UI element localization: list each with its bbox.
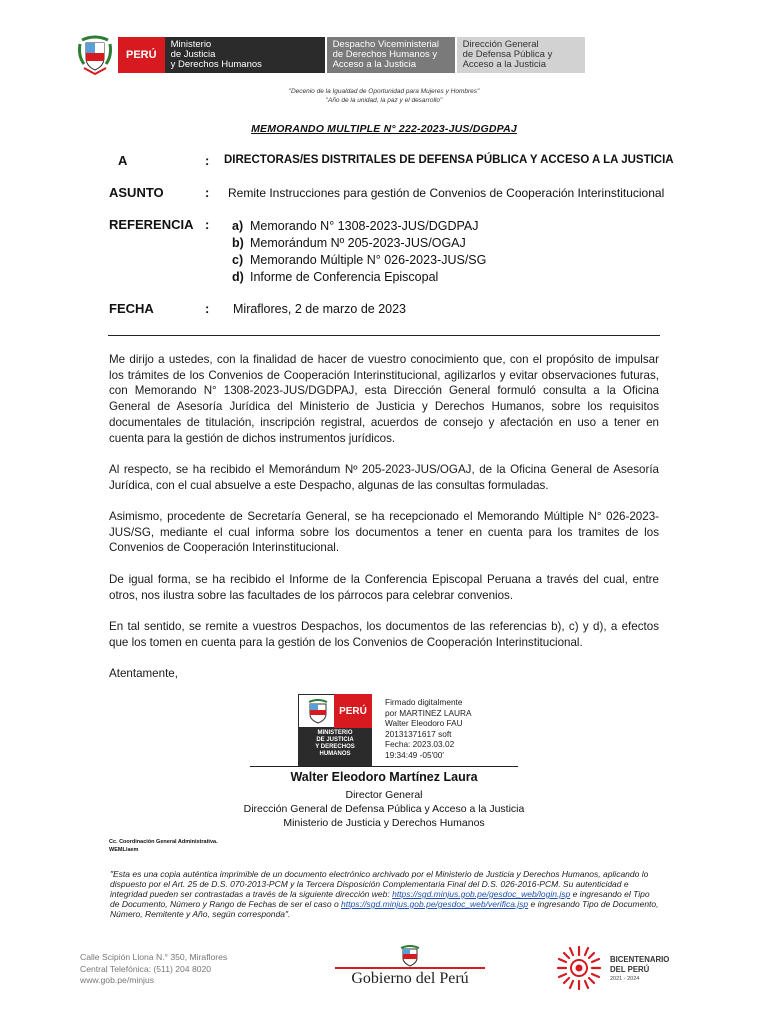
referencia-text: Memorándum Nº 205-2023-JUS/OGAJ bbox=[250, 236, 466, 250]
body-paragraph: Me dirijo a ustedes, con la finalidad de hacer de vuestro conocimiento que, con el propósito de impulsar los trámites de los Convenios de Cooperación Interinstitucional, agilizarlos y evitar observaciones futuras, con Memorando N° 1308-2023-JUS/DGDPAJ, esta Dirección General formuló consulta a la Oficina General de Asesoría Jurídica del Ministerio de Justicia y Derechos Humanos, sobre los requisitos documentales de titulación, inscripción registral, acuerdos de consejo y afectación en uso a tener en cuenta para la gestión de dichos instrumentos jurídicos. bbox=[109, 353, 659, 445]
referencia-letter: b) bbox=[232, 236, 244, 250]
despacho-label: Despacho Viceministerial de Derechos Humanos y Acceso a la Justicia bbox=[327, 37, 455, 73]
bicentenario-sun-icon bbox=[556, 945, 602, 991]
header-divider bbox=[108, 335, 660, 336]
note-text: "Esta es una copia auténtica imprimible de un documento electrónico archivado por el Ministerio de Justicia y Derechos Humanos, aplicando lo dispuesto por el Art. 25 de D.S. 070-2013-PCM y la Tercera Disposición Complementaria Final del D.S. 026-2016-PCM. Su autenticidad e integridad pueden ser contrastadas a través de la siguiente dirección web: bbox=[110, 869, 649, 899]
peru-label: PERÚ bbox=[118, 37, 165, 73]
footer-phone: Central Telefónica: (511) 204 8020 bbox=[80, 963, 212, 974]
cc-initials: WEML/aem bbox=[109, 847, 139, 853]
ministry-signature-logo bbox=[298, 694, 372, 766]
referencia-text: Informe de Conferencia Episcopal bbox=[250, 270, 439, 284]
referencia-label: REFERENCIA bbox=[109, 217, 194, 232]
footer-address-line: Calle Scipión Llona N.° 350, Miraflores bbox=[80, 952, 228, 962]
signature-line bbox=[250, 766, 518, 767]
signer-role-line: Ministerio de Justicia y Derechos Humanos bbox=[283, 817, 485, 829]
body-paragraph: Al respecto, se ha recibido el Memorándum Nº 205-2023-JUS/OGAJ, de la Oficina General de Asesoría Jurídica, con el cual absuelve a este Despacho, algunas de las consultas formuladas. bbox=[109, 462, 659, 492]
decenio-line-2: "Año de la unidad, la paz y el desarrollo" bbox=[325, 97, 443, 104]
note-text: e ingresando el Tipo de Documento, Número y Rango de Fechas de ser el caso o bbox=[110, 889, 650, 909]
asunto-value: Remite Instrucciones para gestión de Convenios de Cooperación Interinstitucional bbox=[228, 186, 665, 200]
bicentenario-subtitle: DEL PERÚ bbox=[610, 965, 650, 974]
ministerio-label: Ministerio de Justicia y Derechos Humanos bbox=[165, 37, 325, 73]
peru-coat-of-arms-icon bbox=[307, 699, 329, 725]
body-paragraph: En tal sentido, se remite a vuestros Despachos, los documentos de las referencias b), c) y d), a efectos que los tomen en cuenta para la gestión de los Convenios de Cooperación Interinstitucional. bbox=[109, 619, 659, 649]
peru-coat-of-arms-icon bbox=[76, 34, 114, 76]
referencia-item bbox=[232, 252, 486, 269]
fecha-label: FECHA bbox=[109, 301, 154, 316]
asunto-label: ASUNTO bbox=[109, 185, 164, 200]
gobierno-label: Gobierno del Perú bbox=[351, 970, 469, 987]
digital-signature-info: Firmado digitalmente por MARTINEZ LAURA Walter Eleodoro FAU 20131371617 soft Fecha: 2023.03.02 19:34:49 -05'00' bbox=[385, 697, 472, 760]
bicentenario-title: BICENTENARIO bbox=[610, 955, 670, 964]
decenio-line-1: "Decenio de la Igualdad de Oportunidad para Mujeres y Hombres" bbox=[288, 88, 480, 95]
gobierno-bar bbox=[335, 967, 485, 969]
referencia-item bbox=[232, 218, 486, 235]
closing-text: Atentamente, bbox=[109, 666, 178, 680]
fecha-value: Miraflores, 2 de marzo de 2023 bbox=[233, 302, 407, 316]
bicentenario-years: 2021 - 2024 bbox=[610, 976, 640, 982]
signature-logo-ministerio: MINISTERIO DE JUSTICIA Y DERECHOS HUMANOS bbox=[315, 730, 355, 757]
memo-body bbox=[109, 352, 659, 697]
decenio-text bbox=[0, 87, 768, 105]
referencia-letter: a) bbox=[232, 219, 244, 233]
referencia-letter: d) bbox=[232, 270, 244, 284]
memo-title: MEMORANDO MULTIPLE N° 222-2023-JUS/DGDPAJ bbox=[251, 123, 517, 135]
asunto-colon: : bbox=[205, 185, 210, 200]
a-label: A bbox=[118, 153, 128, 168]
referencia-list bbox=[232, 218, 486, 286]
referencia-item bbox=[232, 235, 486, 252]
signer-name: Walter Eleodoro Martínez Laura bbox=[290, 770, 478, 784]
authenticity-note bbox=[110, 869, 660, 919]
verification-link-login[interactable]: https://sgd.minjus.gob.pe/gesdoc_web/login.jsp bbox=[392, 889, 571, 899]
referencia-text: Memorando Múltiple N° 026-2023-JUS/SG bbox=[250, 253, 487, 267]
a-value: DIRECTORAS/ES DISTRITALES DE DEFENSA PÚBLICA Y ACCESO A LA JUSTICIA bbox=[224, 154, 674, 166]
signer-role-line: Dirección General de Defensa Pública y Acceso a la Justicia bbox=[243, 803, 525, 815]
signer-role-line: Director General bbox=[345, 789, 423, 801]
referencia-text: Memorando N° 1308-2023-JUS/DGDPAJ bbox=[250, 219, 479, 233]
referencia-letter: c) bbox=[232, 253, 244, 267]
peru-coat-of-arms-icon bbox=[400, 945, 420, 967]
body-paragraph: Asimismo, procedente de Secretaría General, se ha recepcionado el Memorando Múltiple N° 026-2023-JUS/SG, mediante el cual informa sobre los documentos a tener en cuenta para los tramites de los Convenios de Cooperación Interinstitucional. bbox=[109, 510, 659, 555]
cc-line: Cc. Coordinación General Administrativa. bbox=[109, 839, 218, 845]
signer-role bbox=[0, 788, 768, 830]
verification-link-verifica[interactable]: https://sgd.minjus.gob.pe/gesdoc_web/verifica.jsp bbox=[341, 899, 529, 909]
a-colon: : bbox=[205, 153, 210, 168]
signature-logo-peru: PERÚ bbox=[334, 694, 372, 728]
footer-address bbox=[80, 952, 227, 987]
fecha-colon: : bbox=[205, 301, 210, 316]
cc-block bbox=[109, 838, 218, 854]
footer-website: www.gob.pe/minjus bbox=[80, 975, 155, 985]
referencia-item bbox=[232, 269, 486, 286]
note-text: e ingresando Tipo de Documento, Número, Remitente y Año, según corresponda". bbox=[110, 899, 659, 919]
gobierno-del-peru-logo bbox=[330, 945, 490, 988]
institutional-header bbox=[76, 34, 585, 76]
body-paragraph: De igual forma, se ha recibido el Informe de la Conferencia Episcopal Peruana a través del cual, entre otros, nos ilustra sobre las facultades de los párrocos para celebrar convenios. bbox=[109, 572, 659, 602]
bicentenario-logo bbox=[556, 945, 686, 989]
direccion-label: Dirección General de Defensa Pública y Acceso a la Justicia bbox=[457, 37, 585, 73]
referencia-colon: : bbox=[205, 217, 210, 232]
